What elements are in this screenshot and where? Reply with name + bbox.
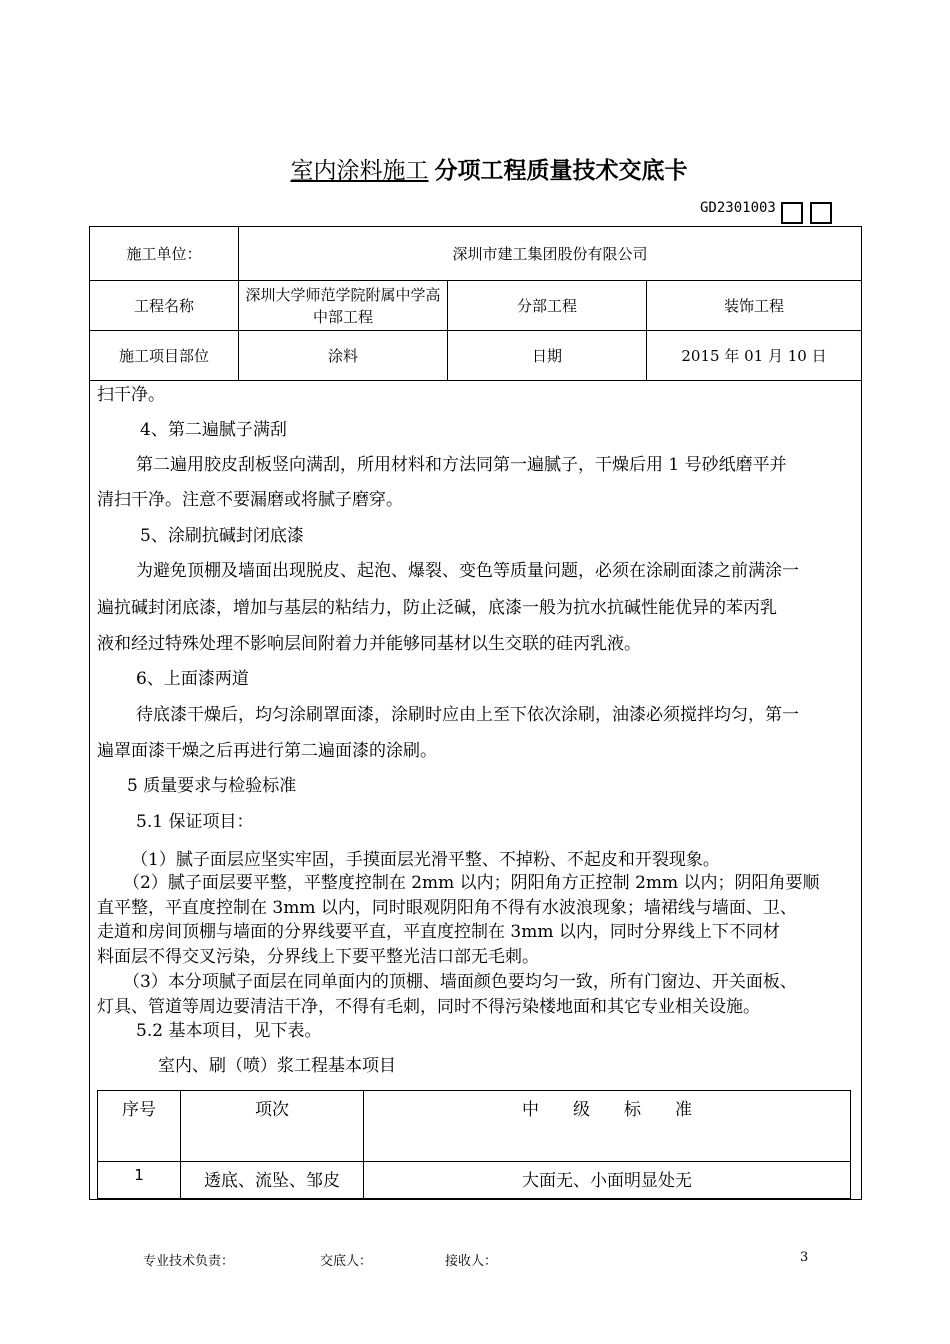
title-main: 分项工程质量技术交底卡 [434,158,688,184]
table-header: 项次 [181,1091,364,1162]
checkbox-square [810,202,832,224]
body-line: 清扫干净。注意不要漏磨或将腻子磨穿。 [97,490,403,510]
section-heading: 4、第二遍腻子满刮 [140,420,287,440]
body-line: 待底漆干燥后，均匀涂刷罩面漆，涂刷时应由上至下依次涂刷，油漆必须搅拌均匀，第一 [136,705,799,725]
section-heading: 6、上面漆两道 [136,669,249,689]
body-line: 遍罩面漆干燥之后再进行第二遍面漆的涂刷。 [97,741,437,761]
project-value: 深圳大学师范学院附属中学高中部工程 [239,281,448,331]
table-cell: 1 [98,1162,181,1199]
part-label: 施工项目部位 [90,331,239,381]
body-line: 扫干净。 [97,385,165,405]
subsection-heading: 5.2 基本项目，见下表。 [136,1021,322,1041]
title-subject: 室内涂料施工 [290,158,429,184]
body-line: （3）本分项腻子面层在同单面内的顶棚、墙面颜色要均匀一致，所有门窗边、开关面板、 [123,972,797,992]
body-line: 直平整，平直度控制在 3mm 以内，同时眼观阴阳角不得有水波浪现象；墙裙线与墙面、卫、 [97,898,797,918]
table-header: 中 级 标 准 [364,1091,851,1162]
section-heading: 5、涂刷抗碱封闭底漆 [140,526,304,546]
unit-label: 施工单位： [90,227,239,281]
footer-receiver: 接收人： [445,1254,498,1269]
footer-discloser: 交底人： [320,1254,373,1269]
page-number: 3 [800,1250,809,1265]
unit-value: 深圳市建工集团股份有限公司 [239,227,862,281]
body-line: 灯具、管道等周边要清洁干净，不得有毛刺，同时不得污染楼地面和其它专业相关设施。 [97,997,760,1017]
project-label: 工程名称 [90,281,239,331]
body-line: 走道和房间顶棚与墙面的分界线要平直，平直度控制在 3mm 以内，同时分界线上下不同材 [97,922,780,942]
page-title [0,152,950,185]
section-heading: 5 质量要求与检验标准 [127,776,297,796]
body-line: （2）腻子面层要平整，平整度控制在 2mm 以内；阴阳角方正控制 2mm 以内；阴阳角要顺 [123,873,820,893]
part-value: 涂料 [239,331,448,381]
body-line: （1）腻子面层应坚实牢固，手摸面层光滑平整、不掉粉、不起皮和开裂现象。 [131,850,720,870]
table-caption: 室内、刷（喷）浆工程基本项目 [158,1056,396,1076]
standards-table [97,1090,851,1199]
checkbox-square [781,202,803,224]
body-line: 液和经过特殊处理不影响层间附着力并能够同基材以生交联的硅丙乳液。 [97,634,641,654]
division-value: 装饰工程 [647,281,862,331]
doc-code: GD2301003 [700,200,776,216]
subsection-heading: 5.1 保证项目： [136,812,254,832]
table-row [98,1162,851,1199]
table-cell: 透底、流坠、邹皮 [181,1162,364,1199]
table-cell: 大面无、小面明显处无 [364,1162,851,1199]
body-line: 为避免顶棚及墙面出现脱皮、起泡、爆裂、变色等质量问题，必须在涂刷面漆之前满涂一 [136,561,799,581]
footer-tech-lead: 专业技术负责： [143,1254,235,1269]
date-label: 日期 [448,331,647,381]
header-table [89,226,862,381]
date-value: 2015 年 01 月 10 日 [647,331,862,381]
division-label: 分部工程 [448,281,647,331]
body-line: 第二遍用胶皮刮板竖向满刮，所用材料和方法同第一遍腻子，干燥后用 1 号砂纸磨平并 [136,455,787,475]
body-line: 料面层不得交叉污染，分界线上下要平整光洁口部无毛刺。 [97,947,539,967]
table-header: 序号 [98,1091,181,1162]
body-line: 遍抗碱封闭底漆，增加与基层的粘结力，防止泛碱，底漆一般为抗水抗碱性能优异的苯丙乳 [97,598,777,618]
